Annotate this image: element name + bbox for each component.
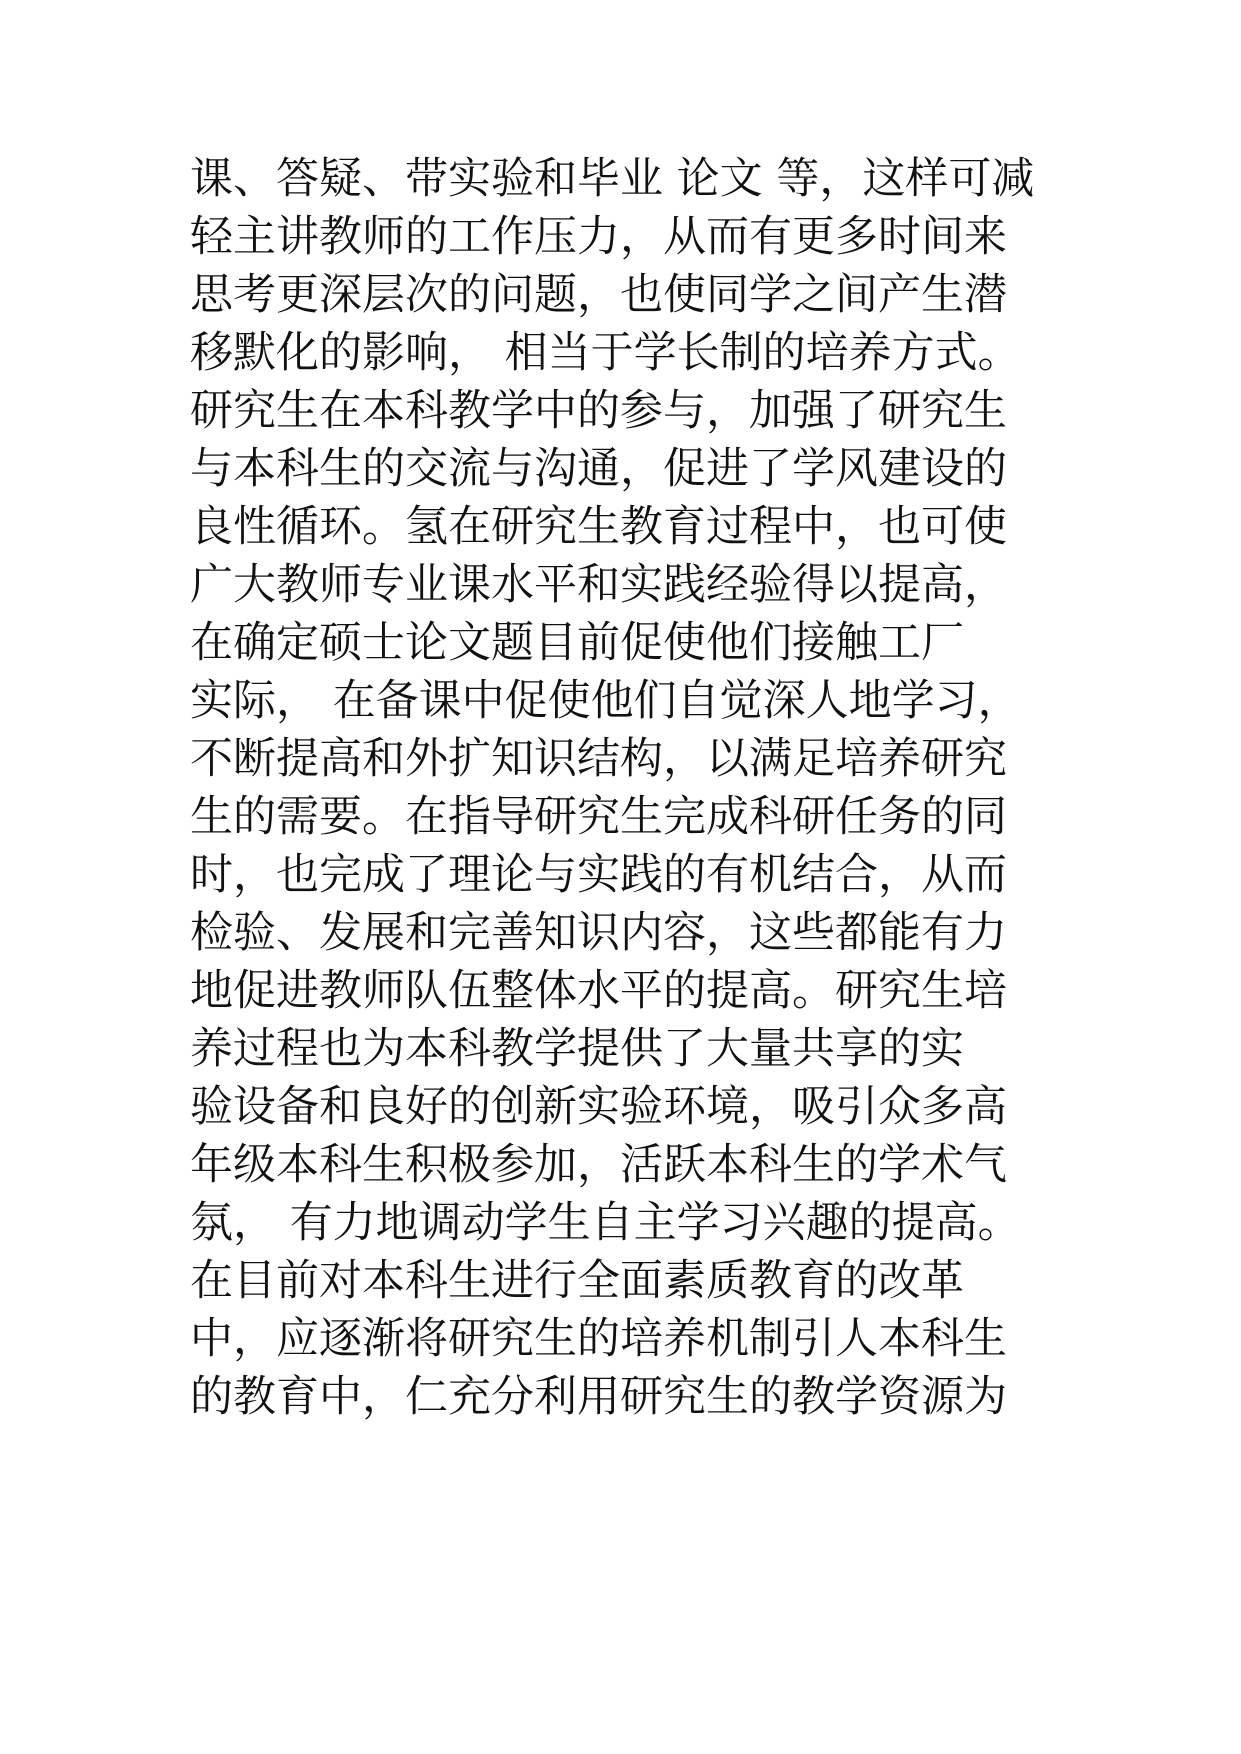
text-line: 检验、发展和完善知识内容，这些都能有力 [190,908,1007,958]
text-line: 研究生在本科教学中的参与，加强了研究生 [190,386,1007,436]
text-line: 在确定硕士论文题目前促使他们接触工厂 [190,618,964,668]
text-line: 与本科生的交流与沟通，促进了学风建设的 [190,444,1007,494]
text-line: 轻主讲教师的工作压力，从而有更多时间来 [190,212,1007,262]
text-line: 课、答疑、带实验和毕业 论文 等，这样可减 [190,154,1035,204]
text-line: 不断提高和外扩知识结构，以满足培养研究 [190,734,1007,784]
text-line: 思考更深层次的问题，也使同学之间产生潜 [190,270,1007,320]
text-line: 氛， 有力地调动学生自主学习兴趣的提高。 [190,1198,1021,1248]
text-line: 年级本科生积极参加，活跃本科生的学术气 [190,1140,1007,1190]
body-text [190,150,1090,1426]
text-line: 中，应逐渐将研究生的培养机制引人本科生 [190,1314,1007,1364]
text-line: 的教育中，仁充分利用研究生的教学资源为 [190,1372,1007,1422]
text-line: 广大教师专业课水平和实践经验得以提高， [190,560,1007,610]
text-line: 生的需要。在指导研究生完成科研任务的同 [190,792,1007,842]
text-line: 时，也完成了理论与实践的有机结合，从而 [190,850,1007,900]
text-line: 验设备和良好的创新实验环境，吸引众多高 [190,1082,1007,1132]
text-line: 地促进教师队伍整体水平的提高。研究生培 [190,966,1007,1016]
text-line: 养过程也为本科教学提供了大量共享的实 [190,1024,964,1074]
text-line: 实际， 在备课中促使他们自觉深人地学习， [190,676,1021,726]
text-line: 移默化的影响， 相当于学长制的培养方式。 [190,328,1021,378]
text-line: 在目前对本科生进行全面素质教育的改革 [190,1256,964,1306]
text-line: 良性循环。氢在研究生教育过程中，也可使 [190,502,1007,552]
